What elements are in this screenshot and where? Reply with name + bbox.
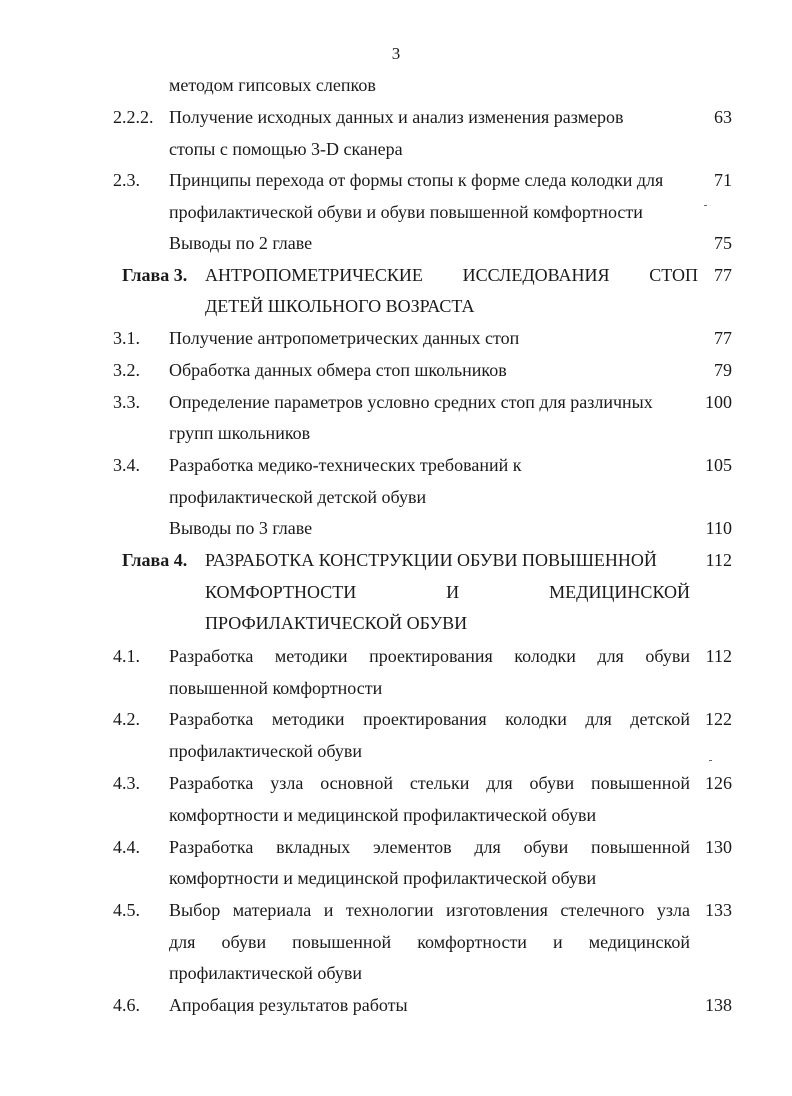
toc-entry-number: 3.3. — [113, 392, 140, 412]
toc-entry-page: 122 — [705, 709, 732, 729]
toc-entry-text: Выводы по 2 главе — [169, 233, 313, 253]
toc-entry-number: 4.1. — [113, 646, 140, 666]
toc-chapter-label: Глава 4. — [122, 550, 188, 570]
toc-entry-text: Обработка данных обмера стоп школьников — [169, 360, 507, 380]
toc-entry-page: 130 — [705, 837, 732, 857]
toc-chapter-title-line: КОМФОРТНОСТИ И МЕДИЦИНСКОЙ — [205, 582, 690, 602]
toc-entry-text: комфортности и медицинской профилактической обуви — [169, 805, 597, 825]
toc-entry-text: Получение исходных данных и анализ изменения размеров — [169, 107, 624, 127]
toc-entry-number: 3.2. — [113, 360, 140, 380]
toc-entry-text: Разработка методики проектирования колодки для детской — [169, 709, 690, 729]
scan-speck — [709, 760, 712, 761]
toc-entry-page: 112 — [705, 646, 732, 666]
toc-entry-number: 2.3. — [113, 170, 140, 190]
toc-entry-page: 63 — [714, 107, 732, 127]
toc-chapter-title-line: ПРОФИЛАКТИЧЕСКОЙ ОБУВИ — [205, 613, 468, 633]
toc-entry-number: 2.2.2. — [113, 107, 154, 127]
toc-chapter-title-line: РАЗРАБОТКА КОНСТРУКЦИИ ОБУВИ ПОВЫШЕННОЙ — [205, 550, 657, 570]
toc-entry-page: 138 — [705, 995, 732, 1015]
toc-chapter-title-line: ДЕТЕЙ ШКОЛЬНОГО ВОЗРАСТА — [205, 296, 475, 316]
toc-entry-text: профилактической обуви — [169, 741, 362, 761]
toc-chapter-title — [205, 263, 698, 287]
toc-entry-page: 79 — [714, 360, 732, 380]
toc-entry-page: 133 — [705, 900, 732, 920]
toc-entry-text: Разработка медико-технических требований к — [169, 455, 522, 475]
toc-entry-text: Определение параметров условно средних стоп для различных — [169, 392, 653, 412]
toc-entry-page: 110 — [705, 518, 732, 538]
toc-chapter-title — [205, 580, 690, 604]
toc-entry-text: для обуви повышенной комфортности и медицинской — [169, 932, 690, 952]
toc-entry-number: 4.4. — [113, 837, 140, 857]
toc-entry-page: 75 — [714, 233, 732, 253]
toc-entry-page: 100 — [705, 392, 732, 412]
toc-entry-text: групп школьников — [169, 423, 311, 443]
scan-speck — [704, 205, 707, 206]
toc-entry-number: 4.3. — [113, 773, 140, 793]
toc-entry-page: 126 — [705, 773, 732, 793]
toc-entry-page: 105 — [705, 455, 732, 475]
toc-entry-number: 4.6. — [113, 995, 140, 1015]
toc-entry-number: 4.2. — [113, 709, 140, 729]
toc-entry-text: Разработка вкладных элементов для обуви повышенной — [169, 837, 690, 857]
toc-entry-text: Разработка методики проектирования колодки для обуви — [169, 646, 690, 666]
toc-entry-text: Разработка узла основной стельки для обуви повышенной — [169, 773, 690, 793]
toc-entry-number: 3.4. — [113, 455, 140, 475]
toc-entry-text: Получение антропометрических данных стоп — [169, 328, 520, 348]
toc-entry-text: профилактической детской обуви — [169, 487, 427, 507]
toc-entry-number: 4.5. — [113, 900, 140, 920]
toc-entry-text: повышенной комфортности — [169, 678, 383, 698]
toc-entry-text: комфортности и медицинской профилактической обуви — [169, 868, 597, 888]
toc-chapter-label: Глава 3. — [122, 265, 188, 285]
toc-entry-page: 77 — [714, 265, 732, 285]
toc-entry-text: стопы с помощью 3-D сканера — [169, 139, 403, 159]
toc-entry-page: 112 — [705, 550, 732, 570]
toc-entry-text: Принципы перехода от формы стопы к форме следа колодки для — [169, 170, 664, 190]
toc-entry-text: методом гипсовых слепков — [169, 75, 376, 95]
toc-entry-text: Выбор материала и технологии изготовления стелечного узла — [169, 900, 690, 920]
toc-entry-text: Выводы по 3 главе — [169, 518, 313, 538]
toc-chapter-title-line: АНТРОПОМЕТРИЧЕСКИЕ ИССЛЕДОВАНИЯ СТОП — [205, 265, 698, 285]
toc-entry-text: профилактической обуви и обуви повышенной комфортности — [169, 202, 643, 222]
toc-entry-page: 77 — [714, 328, 732, 348]
page-number: 3 — [391, 44, 401, 63]
toc-entry-text: Апробация результатов работы — [169, 995, 408, 1015]
toc-entry-number: 3.1. — [113, 328, 140, 348]
toc-entry-page: 71 — [714, 170, 732, 190]
toc-entry-text: профилактической обуви — [169, 963, 362, 983]
